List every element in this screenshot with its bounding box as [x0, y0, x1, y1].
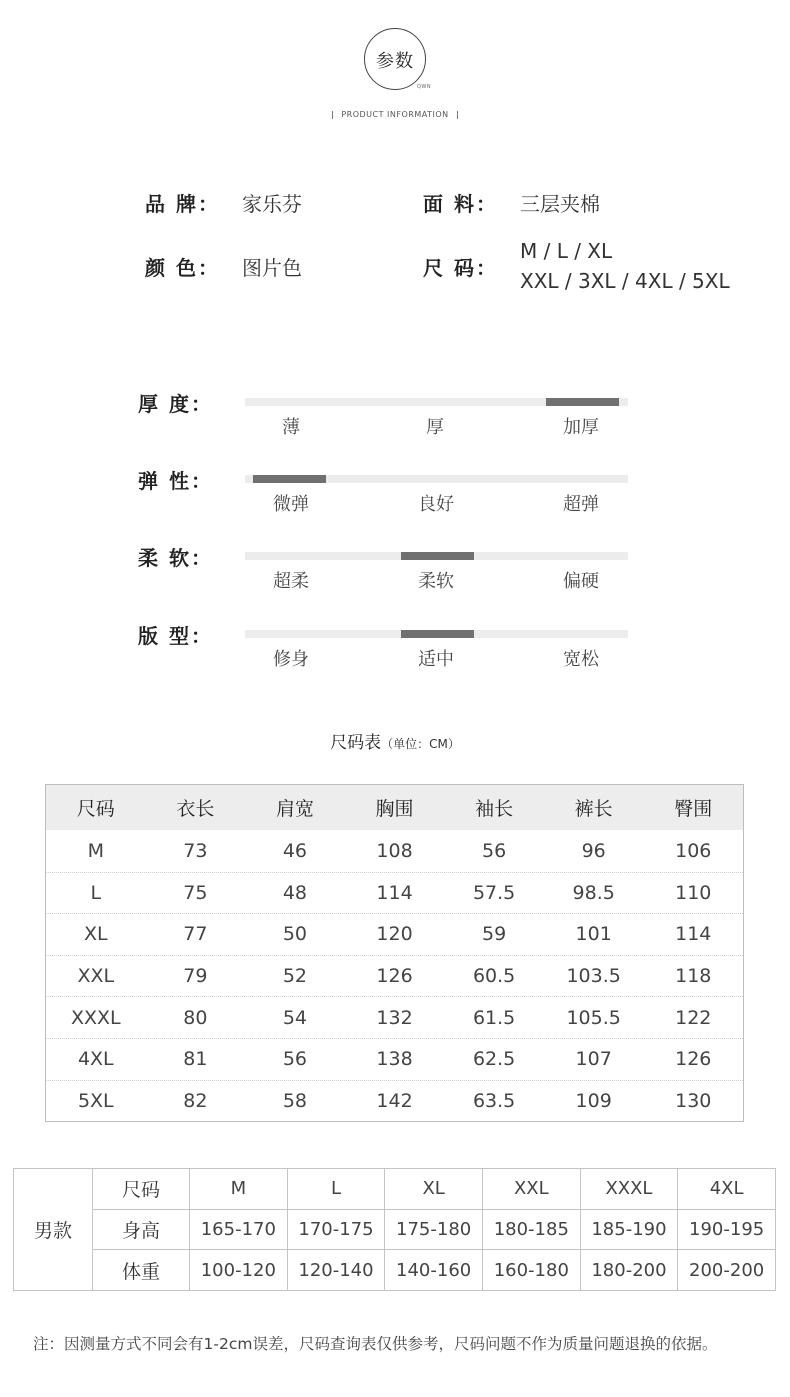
table-row	[46, 872, 743, 914]
table-cell: 120-140	[287, 1250, 385, 1291]
row-label: 尺码	[93, 1169, 190, 1210]
divider	[332, 111, 333, 119]
table-row	[14, 1209, 776, 1250]
scale-indicator	[401, 630, 474, 638]
scale-tick: 适中	[418, 649, 454, 670]
table-cell: 170-175	[287, 1209, 385, 1250]
table-cell: 96	[581, 839, 606, 862]
table-cell: 160-180	[482, 1250, 580, 1291]
table-cell: 63.5	[472, 1089, 516, 1112]
table-cell: 80	[183, 1006, 208, 1029]
attribute-elasticity	[0, 465, 790, 525]
fabric-label: 面 料：	[423, 192, 498, 216]
scale-tick: 超柔	[273, 571, 309, 592]
attribute-label: 柔 软：	[138, 546, 213, 570]
table-cell: 180-200	[580, 1250, 678, 1291]
table-cell: XXL	[482, 1169, 580, 1210]
scale-tick: 加厚	[563, 417, 599, 438]
size-table-header	[46, 785, 743, 830]
row-label: 身高	[93, 1209, 190, 1250]
color-label: 颜 色：	[145, 256, 220, 280]
table-cell: XL	[385, 1169, 483, 1210]
table-cell: 108	[376, 839, 413, 862]
men-label: 男款	[14, 1169, 93, 1291]
scale-tick: 良好	[418, 494, 454, 515]
table-cell: 110	[675, 881, 712, 904]
table-row	[46, 830, 743, 872]
brand-value: 家乐芬	[242, 192, 302, 216]
size-table-body	[46, 830, 743, 1121]
table-cell: 142	[376, 1089, 413, 1112]
size-chart-title-text: 尺码表	[330, 733, 382, 753]
table-cell: 190-195	[678, 1209, 776, 1250]
scale-tick: 超弹	[563, 494, 599, 515]
attribute-softness	[0, 542, 790, 602]
scale-indicator	[253, 475, 326, 483]
scale-tick: 厚	[426, 417, 444, 438]
table-cell: L	[90, 881, 102, 904]
table-cell: M	[190, 1169, 288, 1210]
subtitle-text: PRODUCT INFORMATION	[341, 110, 449, 119]
table-cell: 79	[183, 965, 208, 988]
attribute-label: 弹 性：	[138, 469, 213, 493]
scale-tick: 宽松	[563, 649, 599, 670]
row-label: 体重	[93, 1250, 190, 1291]
table-cell: 56	[282, 1048, 308, 1071]
table-cell: 52	[282, 965, 308, 988]
table-cell: M	[87, 839, 104, 862]
badge-subtext: QWN	[417, 84, 432, 90]
table-cell: 140-160	[385, 1250, 483, 1291]
table-row	[46, 996, 743, 1038]
table-cell: 98.5	[572, 881, 615, 904]
attribute-fit	[0, 620, 790, 680]
table-cell: XXL	[77, 965, 115, 988]
table-row	[14, 1169, 776, 1210]
table-cell: 114	[376, 881, 413, 904]
table-cell: 106	[675, 839, 712, 862]
table-cell: 59	[482, 923, 507, 946]
table-cell: 114	[675, 923, 712, 946]
scale-tick: 柔软	[418, 571, 454, 592]
table-cell: 109	[575, 1089, 612, 1112]
table-cell: XXXL	[580, 1169, 678, 1210]
table-cell: 62.5	[472, 1048, 516, 1071]
table-cell: 103.5	[566, 965, 621, 988]
table-cell: 46	[282, 839, 308, 862]
table-cell: 126	[675, 1048, 712, 1071]
table-row	[46, 1080, 743, 1122]
table-cell: 50	[282, 923, 308, 946]
table-cell: 48	[282, 881, 308, 904]
size-chart-title	[0, 728, 790, 753]
table-cell: 75	[183, 881, 208, 904]
table-cell: 132	[376, 1006, 413, 1029]
attribute-thickness	[0, 388, 790, 448]
scale-tick: 修身	[273, 649, 309, 670]
size-value-line-2: XXL / 3XL / 4XL / 5XL	[520, 269, 730, 293]
table-cell: 175-180	[385, 1209, 483, 1250]
table-cell: 4XL	[77, 1048, 114, 1071]
header-cell: 裤长	[574, 798, 613, 820]
size-value	[520, 236, 730, 296]
scale-tick: 微弹	[273, 494, 309, 515]
product-information-subtitle	[0, 110, 790, 119]
scale-tick: 偏硬	[563, 571, 599, 592]
table-cell: 57.5	[472, 881, 516, 904]
attribute-label: 版 型：	[138, 624, 213, 648]
table-cell: 165-170	[190, 1209, 288, 1250]
header-cell: 袖长	[475, 798, 514, 820]
table-cell: 5XL	[77, 1089, 114, 1112]
header-cell: 尺码	[76, 798, 115, 820]
table-cell: 61.5	[472, 1006, 516, 1029]
table-cell: 60.5	[472, 965, 516, 988]
size-table	[45, 784, 744, 1122]
size-label: 尺 码：	[423, 256, 498, 280]
table-cell: 180-185	[482, 1209, 580, 1250]
table-row	[14, 1250, 776, 1291]
table-cell: 107	[575, 1048, 612, 1071]
men-size-table	[13, 1168, 776, 1291]
table-cell: 56	[482, 839, 507, 862]
table-cell: 100-120	[190, 1250, 288, 1291]
table-cell: 82	[183, 1089, 208, 1112]
table-cell: 81	[183, 1048, 208, 1071]
measurement-note: 注：因测量方式不同会有1-2cm误差，尺码查询表仅供参考，尺码问题不作为质量问题退换的依据。	[33, 1335, 718, 1353]
size-value-line-1: M / L / XL	[520, 239, 613, 263]
table-cell: 101	[575, 923, 612, 946]
table-row	[46, 955, 743, 997]
table-row	[46, 913, 743, 955]
fabric-value: 三层夹棉	[520, 192, 600, 216]
size-chart-unit: （单位：CM）	[381, 737, 460, 751]
scale-indicator	[401, 552, 474, 560]
table-cell: XL	[83, 923, 108, 946]
table-cell: 118	[675, 965, 712, 988]
table-cell: 105.5	[566, 1006, 621, 1029]
table-cell: 77	[183, 923, 208, 946]
table-row	[46, 1038, 743, 1080]
table-cell: 120	[376, 923, 413, 946]
table-cell: 54	[282, 1006, 308, 1029]
table-cell: 73	[183, 839, 208, 862]
brand-label: 品 牌：	[145, 192, 220, 216]
divider	[457, 111, 458, 119]
badge-title: 参数	[376, 51, 414, 72]
table-cell: XXXL	[70, 1006, 121, 1029]
header-cell: 胸围	[375, 798, 414, 820]
table-cell: 138	[376, 1048, 413, 1071]
header-cell: 衣长	[176, 798, 215, 820]
table-cell: 126	[376, 965, 413, 988]
table-cell: 130	[675, 1089, 712, 1112]
table-cell: 58	[282, 1089, 308, 1112]
header-cell: 肩宽	[275, 798, 314, 820]
header-cell: 臀围	[674, 798, 713, 820]
parameter-badge	[364, 28, 426, 90]
color-value: 图片色	[242, 256, 302, 280]
table-cell: 122	[675, 1006, 712, 1029]
table-cell: L	[287, 1169, 385, 1210]
table-cell: 185-190	[580, 1209, 678, 1250]
attribute-label: 厚 度：	[138, 392, 213, 416]
table-cell: 200-200	[678, 1250, 776, 1291]
scale-indicator	[546, 398, 619, 406]
table-cell: 4XL	[678, 1169, 776, 1210]
scale-tick: 薄	[282, 417, 300, 438]
